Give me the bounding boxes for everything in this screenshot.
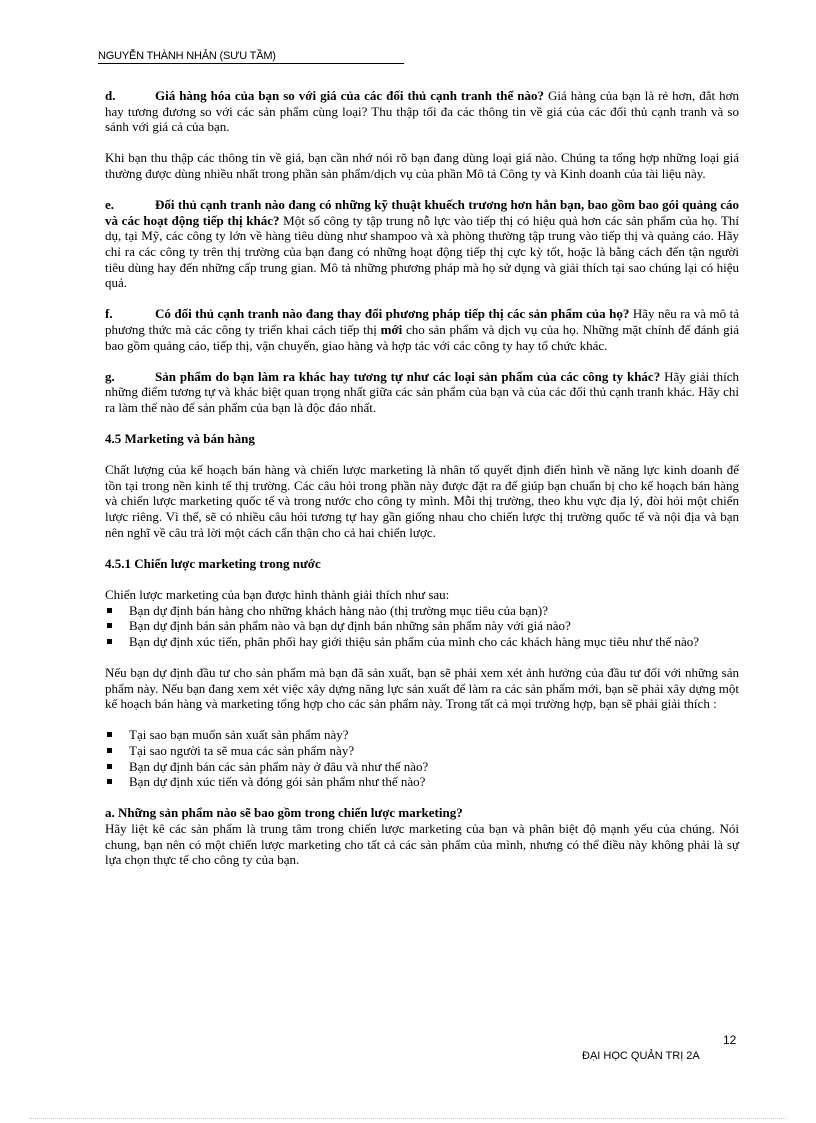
question-title: Giá hàng hóa của bạn so với giá của các đối thủ cạnh tranh thế nào? <box>155 88 545 103</box>
paragraph-investment: Nếu bạn dự định đầu tư cho sản phẩm mà bạn đã sản xuất, bạn sẽ phải xem xét ảnh hưởng của đầu tư đối với những sản phẩm này. Nếu bạn đang xem xét việc xây dựng năng lực sản xuất để làm ra các sản phẩm mới, bạn sẽ phải xây dựng một kế hoạch bán hàng và marketing tổng hợp cho các sản phẩm này. Trong tất cả mọi trường hợp, bạn sẽ phải giải thích : <box>105 664 739 712</box>
question-title: Đối thủ cạnh tranh nào đang có những kỹ thuật khuếch trương hơn hẳn bạn, bao gồm bao gói quảng cáo và các hoạt động tiếp thị khác? <box>105 197 739 228</box>
list-item: Bạn dự định xúc tiến và đóng gói sản phẩm như thế nào? <box>105 774 739 790</box>
question-letter: f. <box>105 306 113 322</box>
question-text: Hãy giải thích những điểm tương tự và khác biệt quan trọng nhất giữa các sản phẩm của bạn và của các đối thủ cạnh tranh khác. Hãy chỉ ra làm thế nào để sản phẩm của bạn là độc đáo nhất. <box>105 368 739 415</box>
paragraph-intro: Chiến lược marketing của bạn được hình thành giải thích như sau: <box>105 587 450 602</box>
list-item: Bạn dự định xúc tiến, phân phối hay giới thiệu sản phẩm của mình cho các khách hàng mục tiêu như thế nào? <box>105 634 739 650</box>
question-title: Có đối thủ cạnh tranh nào đang thay đổi phương pháp tiếp thị các sản phẩm của họ? <box>155 306 630 322</box>
paragraph-price-note: Khi bạn thu thập các thông tin về giá, bạn cần nhớ nói rõ bạn đang dùng loại giá nào. Chúng ta tổng hợp những loại giá thường được dùng nhiều nhất trong phần sản phẩm/dịch vụ của phần Mô tả Công ty và Kinh doanh của tài liệu này. <box>105 150 739 181</box>
paragraph-products: Hãy liệt kê các sản phẩm là trung tâm trong chiến lược marketing của bạn và phân biệt độ mạnh yếu của chúng. Nói chung, bạn nên có một chiến lược marketing cho tất cả các sản phẩm của mình, nhưng có thể điều này không phải là sự lựa chọn thực tế cho công ty của bạn. <box>105 820 739 868</box>
section-heading-4-5: 4.5 Marketing và bán hàng <box>105 431 255 447</box>
list-item: Bạn dự định bán sản phẩm nào và bạn dự định bán những sản phẩm này với giá nào? <box>105 618 739 634</box>
bullet-list-strategy <box>105 603 739 650</box>
list-item: Tại sao người ta sẽ mua các sản phẩm này? <box>105 743 739 759</box>
question-title: Sản phẩm do bạn làm ra khác hay tương tự như các loại sản phẩm của các công ty khác? <box>155 368 661 384</box>
question-text: Một số công ty tập trung nỗ lực vào tiếp thị có hiệu quả hơn các sản phẩm của họ. Thí dụ, tại Mỹ, các công ty lớn về hàng tiêu dùng như shampoo và xà phòng thường tập trung vào tiếp thị và quảng cáo. Hãy chỉ ra các công ty trên thị trường của bạn đang có những hoạt động tiếp thị cực kỳ tốt, hoặc là bằng cách đến tận người tiêu dùng hay đến những cấp trung gian. Mô tả những phương pháp mà họ sử dụng và giải thích tại sao chúng lại có hiệu quả. <box>105 212 740 291</box>
question-g <box>105 369 739 416</box>
page-bottom-divider <box>30 1118 786 1119</box>
question-text: Hãy nêu ra và mô tả phương thức mà các công ty triển khai cách tiếp thị <box>105 306 739 337</box>
question-letter: e. <box>105 197 115 213</box>
subheading-a: a. Những sản phẩm nào sẽ bao gồm trong chiến lược marketing? <box>105 805 463 821</box>
page-number: 12 <box>723 1033 737 1047</box>
question-letter: g. <box>105 368 115 384</box>
question-e <box>105 197 739 291</box>
paragraph-marketing: Chất lượng của kế hoạch bán hàng và chiến lược marketing là nhân tố quyết định điển hình về năng lực kinh doanh để tồn tại trong nền kinh tế thị trường. Các câu hỏi trong phần này được đặt ra để giúp bạn chuẩn bị cho kế hoạch bán hàng và chiến lược marketing quốc tế và trong nước cho công ty mình. Mỗi thị trường, theo khu vực địa lý, đòi hỏi một chiến lược riêng. Vì thế, sẽ có nhiều câu hỏi tương tự hay gần giống nhau cho chiến lược thị trường quốc tế và nội địa và bạn nên nghĩ về câu trả lời một cách cẩn thận cho cả hai chiến lược. <box>105 462 739 540</box>
bullet-list-explain <box>105 727 739 789</box>
question-letter: d. <box>105 88 116 103</box>
list-item: Bạn dự định bán các sản phẩm này ở đâu và như thế nào? <box>105 759 739 775</box>
question-text: Giá hàng của bạn là rẻ hơn, đắt hơn hay tương đương so với các sản phẩm cùng loại? Thu thập tối đa các thông tin về giá của các đối thủ cạnh tranh và so sánh với giá cả của bạn. <box>105 88 740 135</box>
section-heading-4-5-1: 4.5.1 Chiến lược marketing trong nước <box>105 555 321 571</box>
emphasis-word: mới <box>380 321 403 337</box>
question-text-end: cho sản phẩm và dịch vụ của họ. Những mặt chính để đánh giá bao gồm quảng cáo, tiếp thị, vận chuyển, giao hàng và hợp tác với các công ty hay tổ chức khác. <box>105 321 740 353</box>
page-body <box>105 88 739 868</box>
footer-label: ĐẠI HỌC QUẢN TRỊ 2A <box>582 1050 700 1062</box>
list-item: Bạn dự định bán hàng cho những khách hàng nào (thị trường mục tiêu của bạn)? <box>105 603 739 619</box>
question-d <box>105 88 739 135</box>
question-f <box>105 306 739 353</box>
running-header: NGUYỄN THÀNH NHẢN (SƯU TẦM) <box>98 50 404 64</box>
list-item: Tại sao bạn muốn sản xuất sản phẩm này? <box>105 727 739 743</box>
